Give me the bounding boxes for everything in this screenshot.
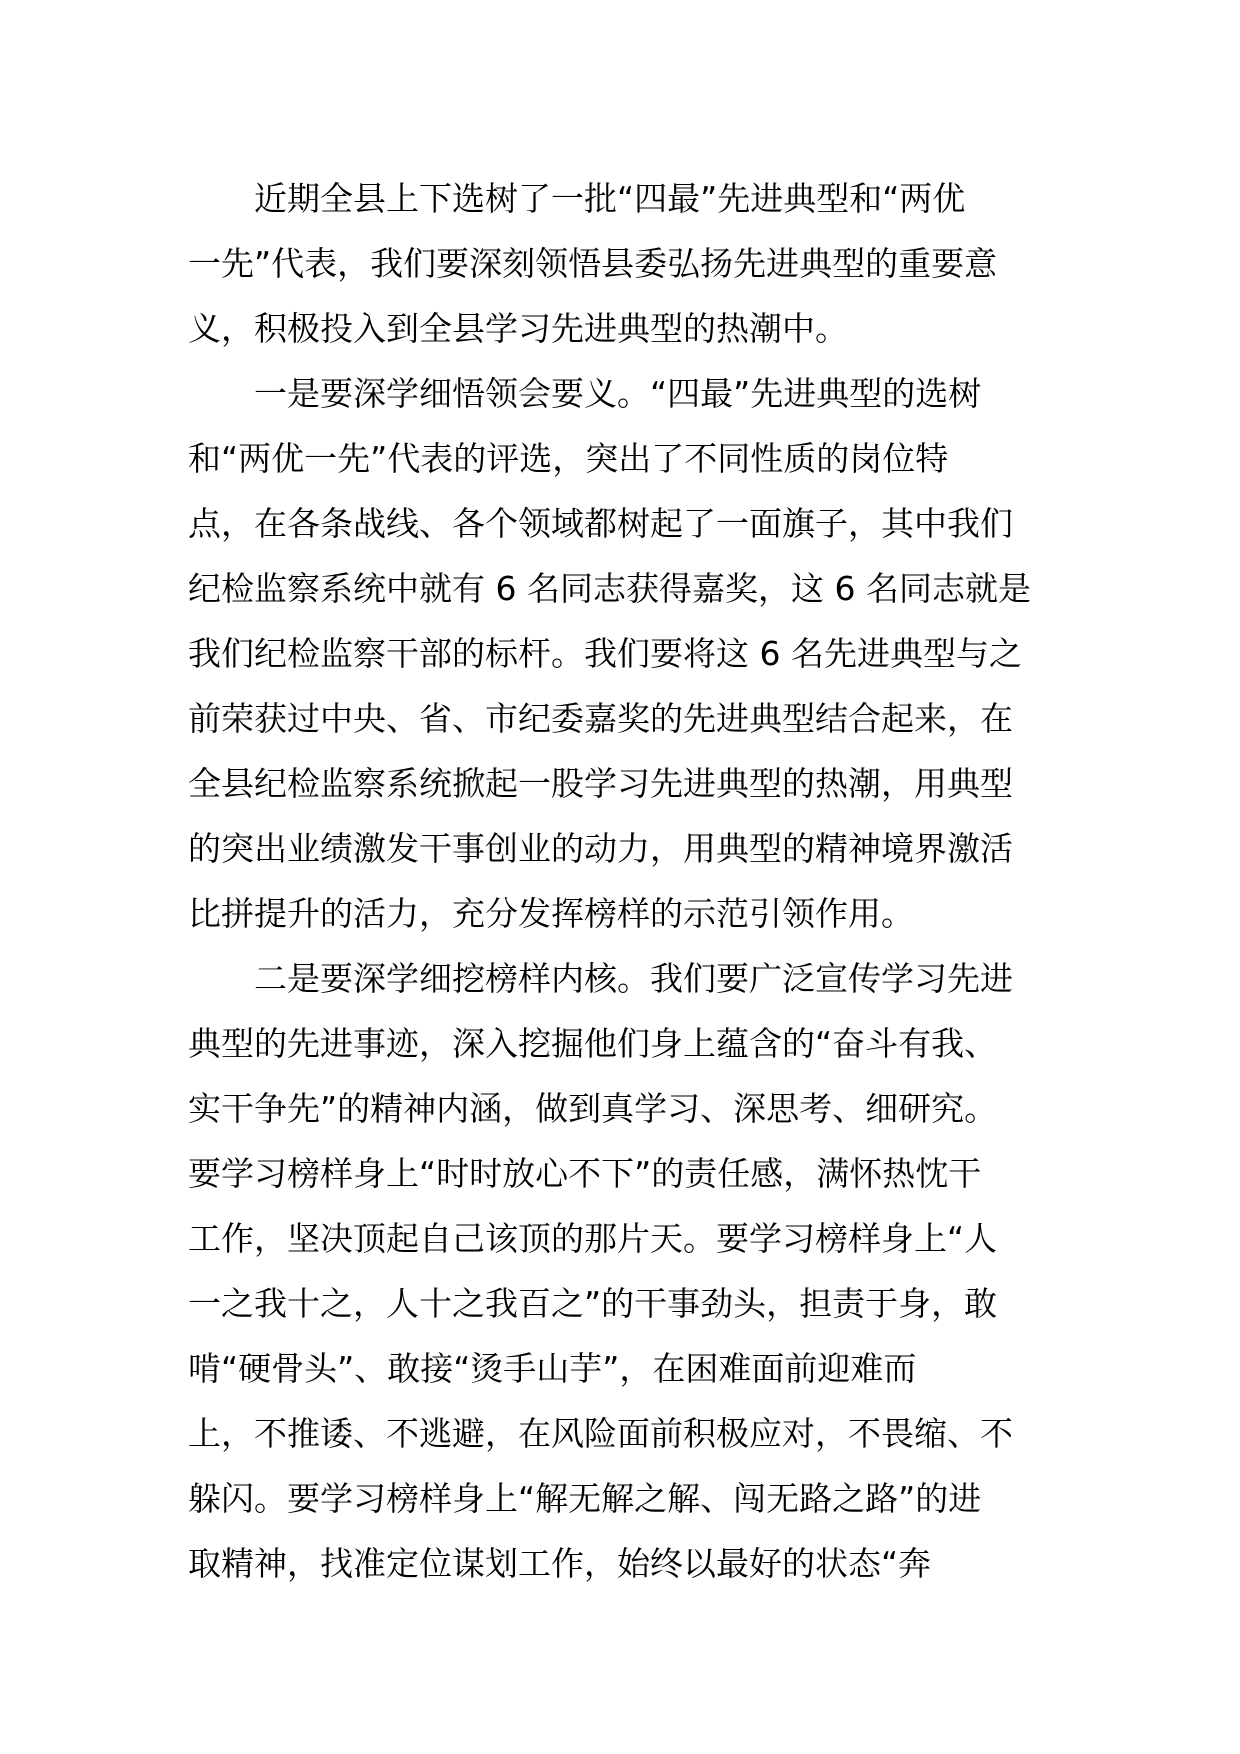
text-line: 典型的先进事迹，深入挖掘他们身上蕴含的“奋斗有我、 (188, 1024, 998, 1063)
document-body (188, 166, 1034, 1596)
text-line: 和“两优一先”代表的评选，突出了不同性质的岗位特 (188, 439, 949, 478)
text-line: 一之我十之，人十之我百之”的干事劲头，担责于身，敢 (188, 1284, 998, 1323)
text-line: 纪检监察系统中就有 6 名同志获得嘉奖，这 6 名同志就是 (188, 569, 1031, 608)
text-line: 的突出业绩激发干事创业的动力，用典型的精神境界激活 (188, 829, 1013, 868)
text-line: 点，在各条战线、各个领域都树起了一面旗子，其中我们 (188, 504, 1013, 543)
text-line: 取精神，找准定位谋划工作，始终以最好的状态“奔 (188, 1544, 932, 1583)
text-line: 一是要深学细悟领会要义。“四最”先进典型的选树 (254, 374, 982, 413)
text-line: 前荣获过中央、省、市纪委嘉奖的先进典型结合起来，在 (188, 699, 1013, 738)
text-line: 二是要深学细挖榜样内核。我们要广泛宣传学习先进 (254, 959, 1013, 998)
text-line: 躲闪。要学习榜样身上“解无解之解、闯无路之路”的进 (188, 1479, 982, 1518)
text-line: 全县纪检监察系统掀起一股学习先进典型的热潮，用典型 (188, 764, 1013, 803)
text-line: 我们纪检监察干部的标杆。我们要将这 6 名先进典型与之 (188, 634, 1022, 673)
text-line: 义，积极投入到全县学习先进典型的热潮中。 (188, 309, 848, 348)
text-line: 上，不推诿、不逃避，在风险面前积极应对，不畏缩、不 (188, 1414, 1013, 1453)
text-line: 要学习榜样身上“时时放心不下”的责任感，满怀热忱干 (188, 1154, 982, 1193)
text-line: 啃“硬骨头”、敢接“烫手山芋”，在困难面前迎难而 (188, 1349, 917, 1388)
text-line: 近期全县上下选树了一批“四最”先进典型和“两优 (254, 179, 966, 218)
text-line: 比拼提升的活力，充分发挥榜样的示范引领作用。 (188, 894, 914, 933)
text-line: 一先”代表，我们要深刻领悟县委弘扬先进典型的重要意 (188, 244, 998, 283)
text-line: 实干争先”的精神内涵，做到真学习、深思考、细研究。 (188, 1089, 998, 1128)
text-line: 工作，坚决顶起自己该顶的那片天。要学习榜样身上“人 (188, 1219, 998, 1258)
